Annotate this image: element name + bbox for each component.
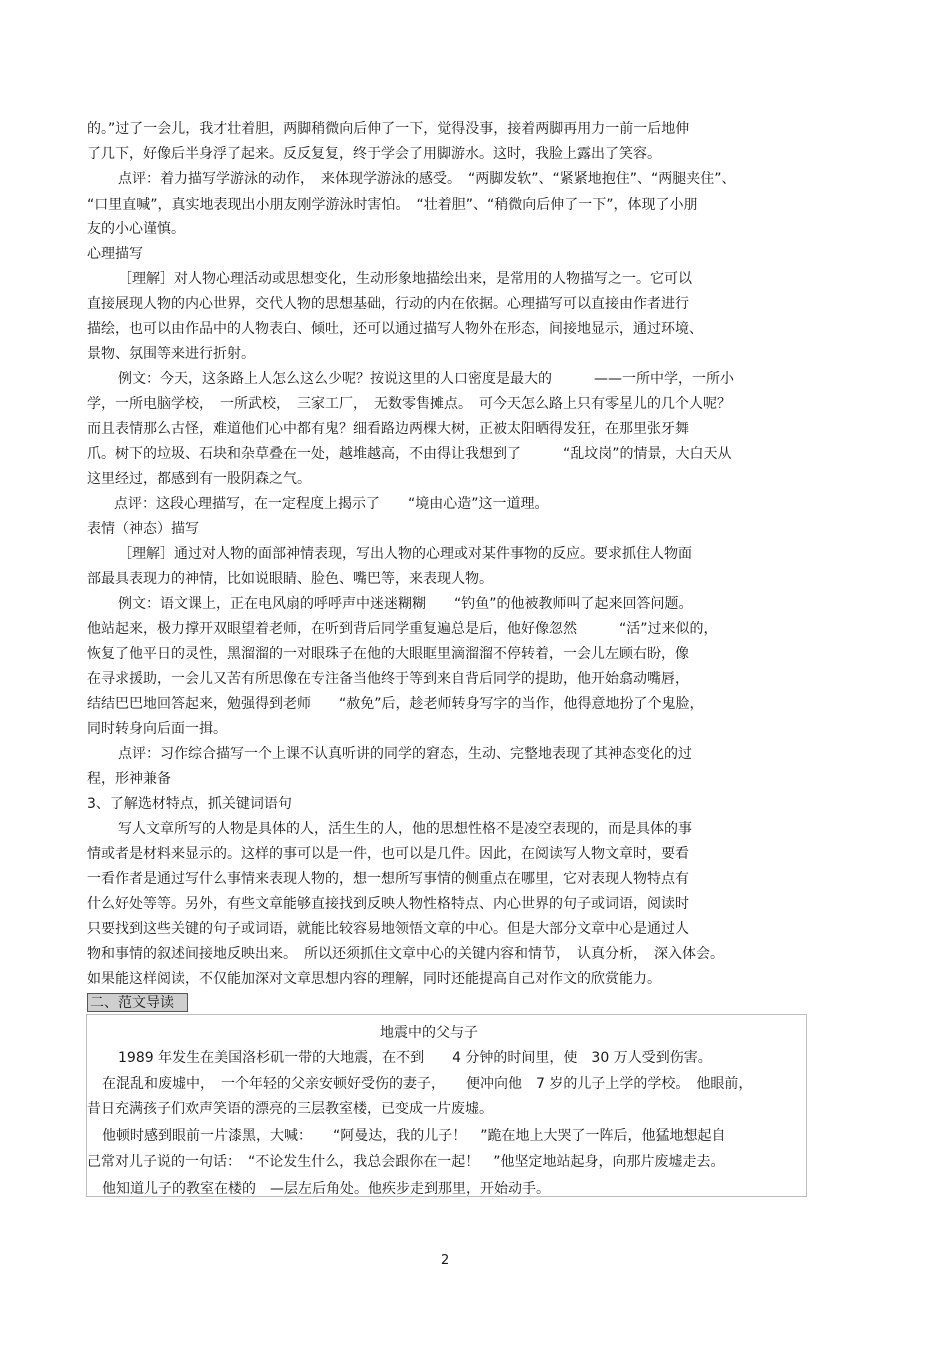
text-line: 在寻求援助，一会儿又苦有所思像在专注备当他终于等到来自背后同学的提助，他开始翕动嘴唇，: [87, 671, 689, 687]
text-line: 例文：语文课上，正在电风扇的呼呼声中迷迷糊糊 “钓鱼”的他被教师叫了起来回答问题。: [118, 596, 693, 612]
text-line: 点评：习作综合描写一个上课不认真听讲的同学的窘态，生动、完整地表现了其神态变化的过: [118, 746, 692, 762]
text-line: 物和事情的叙述间接地反映出来。 所以还须抓住文章中心的关键内容和情节， 认真分析， 深入体会。: [87, 946, 724, 962]
text-line: 这里经过，都感到有一股阴森之气。: [87, 471, 311, 487]
text-line: 例文：今天，这条路上人怎么这么少呢？按说这里的人口密度是最大的 ——一所中学，一所小: [118, 371, 734, 387]
text-line: 他站起来，极力撑开双眼望着老师，在听到背后同学重复遍总是后，他好像忽然 “活”过来似的，: [87, 621, 718, 637]
text-line: 什么好处等等。另外，有些文章能够直接找到反映人物性格特点、内心世界的句子或词语，阅读时: [87, 896, 689, 912]
text-line: ［理解］对人物心理活动或思想变化，生动形象地描绘出来，是常用的人物描写之一。它可以: [118, 271, 692, 287]
text-line: 点评：这段心理描写，在一定程度上揭示了 “境由心造”这一道理。: [114, 496, 549, 512]
text-line: 爪。树下的垃圾、石块和杂草叠在一处，越堆越高，不由得让我想到了 “乱坟岗”的情景，大白天从: [87, 446, 732, 462]
text-line: 的。”过了一会儿，我才壮着胆，两脚稍微向后伸了一下，觉得没事，接着两脚再用力一前一后地伸: [87, 121, 690, 137]
text-line: 描绘，也可以由作品中的人物表白、倾吐，还可以通过描写人物外在形态，间接地显示，通过环境、: [87, 321, 703, 337]
passage-line: 昔日充满孩子们欢声笑语的漂亮的三层教室楼，已变成一片废墟。: [87, 1101, 493, 1117]
text-line: 景物、氛围等来进行折射。: [87, 346, 255, 362]
text-line: 写人文章所写的人物是具体的人，活生生的人，他的思想性格不是凌空表现的，而是具体的事: [118, 821, 692, 837]
section-subheading: 心理描写: [87, 246, 143, 262]
text-line: 情或者是材料来显示的。这样的事可以是一件，也可以是几件。因此，在阅读写人物文章时，要看: [87, 846, 689, 862]
section-subheading: 表情（神态）描写: [87, 521, 199, 537]
section-heading-tag: 二、范文导读: [87, 993, 188, 1012]
text-line: 结结巴巴地回答起来，勉强得到老师 “赦免”后，趁老师转身写字的当作，他得意地扮了个鬼脸，: [87, 696, 704, 712]
text-line: 如果能这样阅读，不仅能加深对文章思想内容的理解，同时还能提高自己对作文的欣赏能力。: [87, 971, 661, 987]
passage-line: 他顿时感到眼前一片漆黑，大喊： “阿曼达，我的儿子！ ”跪在地上大哭了一阵后，他猛地想起自: [102, 1128, 726, 1144]
passage-line: 己常对儿子说的一句话： “不论发生什么，我总会跟你在一起！ ”他坚定地站起身，向那片废墟走去。: [87, 1154, 725, 1170]
passage-line: 他知道儿子的教室在楼的 —层左后角处。他疾步走到那里，开始动手。: [102, 1181, 550, 1197]
passage-line: 1989 年发生在美国洛杉矶一带的大地震，在不到 4 分钟的时间里，使 30 万人受到伤害。: [118, 1050, 712, 1066]
text-line: 只要找到这些关键的句子或词语，就能比较容易地领悟文章的中心。但是大部分文章中心是通过人: [87, 921, 689, 937]
section-heading: 3、了解选材特点，抓关键词语句: [87, 796, 292, 812]
text-line: ［理解］通过对人物的面部神情表现，写出人物的心理或对某件事物的反应。要求抓住人物面: [118, 546, 692, 562]
text-line: 学，一所电脑学校， 一所武校， 三家工厂， 无数零售摊点。 可今天怎么路上只有零星儿的几个人呢？: [87, 396, 731, 412]
text-line: 直接展现人物的内心世界，交代人物的思想基础，行动的内在依据。心理描写可以直接由作者进行: [87, 296, 689, 312]
text-line: 一看作者是通过写什么事情来表现人物的，想一想所写事情的侧重点在哪里，它对表现人物特点有: [87, 871, 689, 887]
text-line: 程，形神兼备: [87, 771, 171, 787]
text-line: 友的小心谨慎。: [87, 221, 185, 237]
page-number: 2: [441, 1253, 450, 1268]
passage-title: 地震中的父与子: [380, 1025, 478, 1041]
text-line: 部最具表现力的神情，比如说眼睛、脸色、嘴巴等，来表现人物。: [87, 571, 493, 587]
text-line: “口里直喊”，真实地表现出小朋友刚学游泳时害怕。 “壮着胆”、“稍微向后伸了一下”，体现了小朋: [87, 197, 698, 213]
text-line: 了几下，好像后半身浮了起来。反反复复，终于学会了用脚游水。这时，我脸上露出了笑容。: [87, 146, 661, 162]
passage-line: 在混乱和废墟中， 一个年轻的父亲安顿好受伤的妻子， 便冲向他 7 岁的儿子上学的学校。 他眼前，: [102, 1076, 753, 1092]
text-line: 而且表情那么古怪，难道他们心中都有鬼？细看路边两棵大树，正被太阳晒得发狂，在那里张牙舞: [87, 421, 689, 437]
text-line: 同时转身向后面一揖。: [87, 721, 227, 737]
text-line: 点评：着力描写学游泳的动作， 来体现学游泳的感受。 “两脚发软”、“紧紧地抱住”、“两腿夹住”、: [118, 171, 736, 187]
text-line: 恢复了他平日的灵性，黑溜溜的一对眼珠子在他的大眼眶里滴溜溜不停转着，一会儿左顾右盼，像: [87, 646, 689, 662]
